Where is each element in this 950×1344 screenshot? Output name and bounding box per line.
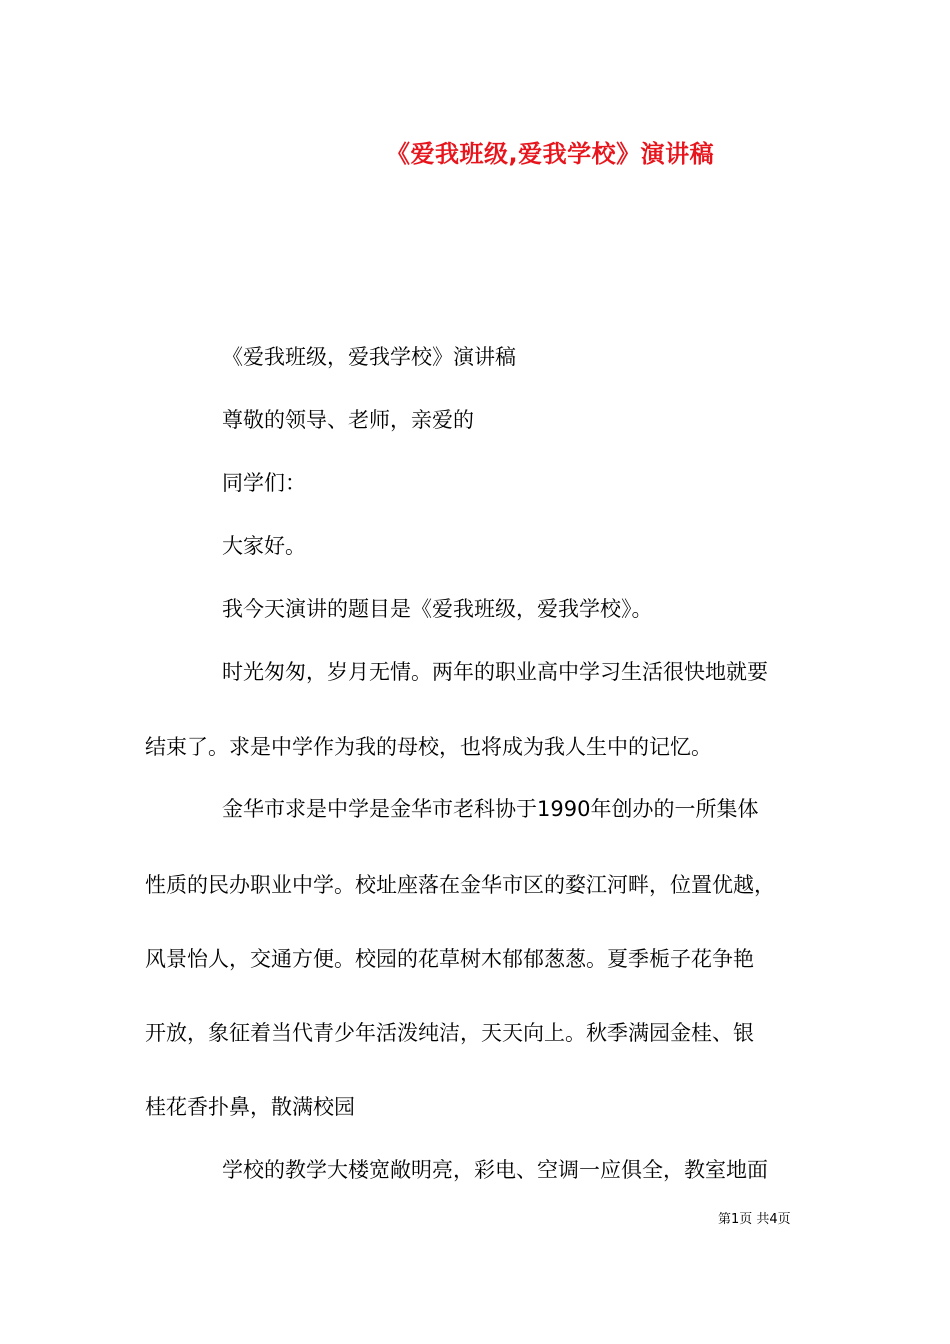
paragraph-line: 桂花香扑鼻，散满校园 — [145, 1095, 355, 1119]
paragraph-line: 结束了。求是中学作为我的母校，也将成为我人生中的记忆。 — [145, 735, 712, 759]
paragraph-line: 我今天演讲的题目是《爱我班级，爱我学校》。 — [222, 597, 653, 621]
document-title: 《爱我班级,爱我学校》演讲稿 — [386, 140, 715, 168]
page-footer: 第1页 共4页 — [718, 1212, 791, 1227]
paragraph-line: 性质的民办职业中学。校址座落在金华市区的婺江河畔，位置优越， — [145, 873, 775, 897]
paragraph-line: 学校的教学大楼宽敞明亮，彩电、空调一应俱全，教室地面 — [222, 1158, 768, 1182]
paragraph-line: 时光匆匆，岁月无情。两年的职业高中学习生活很快地就要 — [222, 660, 768, 684]
paragraph-line: 风景怡人，交通方便。校园的花草树木郁郁葱葱。夏季栀子花争艳 — [145, 947, 754, 971]
paragraph-line: 同学们： — [222, 471, 306, 495]
paragraph-line: 大家好。 — [222, 534, 306, 558]
paragraph-line: 开放，象征着当代青少年活泼纯洁，天天向上。秋季满园金桂、银 — [145, 1021, 754, 1045]
paragraph-line: 《爱我班级，爱我学校》演讲稿 — [222, 345, 516, 369]
paragraph-line: 金华市求是中学是金华市老科协于1990年创办的一所集体 — [222, 797, 759, 821]
paragraph-line: 尊敬的领导、老师，亲爱的 — [222, 408, 474, 432]
